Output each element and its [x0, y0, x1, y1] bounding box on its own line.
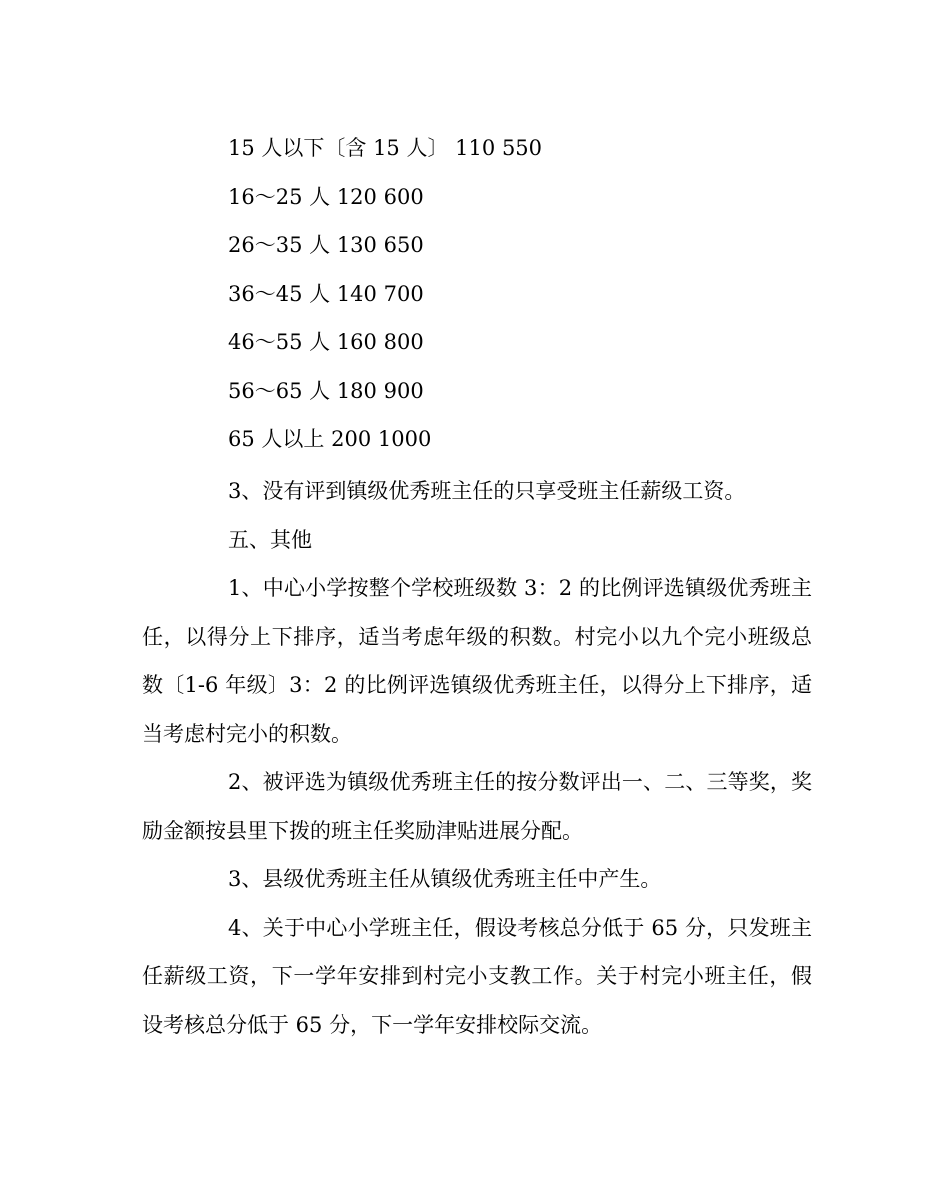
tier-monthly: 200 — [331, 427, 372, 451]
tier-yearly: 550 — [501, 136, 543, 160]
tier-monthly: 130 — [336, 233, 377, 257]
tier-row — [228, 371, 828, 420]
paragraph-item-1: 1、中心小学按整个学校班级数 3：2 的比例评选镇级优秀班主任，以得分上下排序，适当考虑年级的积数。村完小以九个完小班级总数〔1-6 年级〕3：2 的比例评选镇级优秀班主任，以得分上下排序，适当考虑村完小的积数。 — [142, 576, 812, 746]
tier-monthly: 140 — [336, 281, 377, 306]
tier-yearly: 600 — [383, 184, 424, 209]
paragraph-item-3: 3、县级优秀班主任从镇级优秀班主任中产生。 — [228, 867, 662, 891]
tier-yearly: 900 — [383, 378, 424, 403]
paragraph-item-4: 4、关于中心小学班主任，假设考核总分低于 65 分，只发班主任薪级工资，下一学年安排到村完小支教工作。关于村完小班主任，假设考核总分低于 65 分，下一学年安排校际交流。 — [142, 915, 812, 1037]
tier-yearly: 650 — [383, 233, 424, 257]
tier-row — [228, 274, 828, 323]
paragraph-item-2: 2、被评选为镇级优秀班主任的按分数评出一、二、三等奖，奖励金额按县里下拨的班主任奖励津贴进展分配。 — [142, 770, 812, 843]
tier-yearly: 700 — [383, 281, 424, 306]
tier-range: 26～35 人 — [228, 233, 331, 257]
tier-range: 56～65 人 — [228, 378, 331, 403]
tier-range: 46～55 人 — [228, 330, 331, 354]
tier-range: 36～45 人 — [228, 281, 331, 306]
body-text — [142, 467, 812, 1049]
tier-yearly: 800 — [383, 330, 424, 354]
tier-range: 15 人以下〔含 15 人〕 — [228, 136, 449, 160]
tier-monthly: 160 — [336, 330, 377, 354]
section-heading: 五、其他 — [228, 527, 312, 552]
tier-range: 65 人以上 — [228, 427, 325, 451]
tier-row — [228, 128, 828, 177]
note-3: 3、没有评到镇级优秀班主任的只享受班主任薪级工资。 — [228, 479, 746, 503]
tier-row — [228, 225, 828, 274]
tier-monthly: 110 — [455, 136, 496, 160]
tier-monthly: 120 — [336, 184, 377, 209]
tier-row — [228, 419, 828, 468]
tier-range: 16～25 人 — [228, 184, 331, 209]
allowance-tier-list — [228, 128, 828, 468]
tier-monthly: 180 — [336, 378, 377, 403]
tier-row — [228, 322, 828, 371]
tier-row — [228, 177, 828, 226]
tier-yearly: 1000 — [377, 427, 432, 451]
